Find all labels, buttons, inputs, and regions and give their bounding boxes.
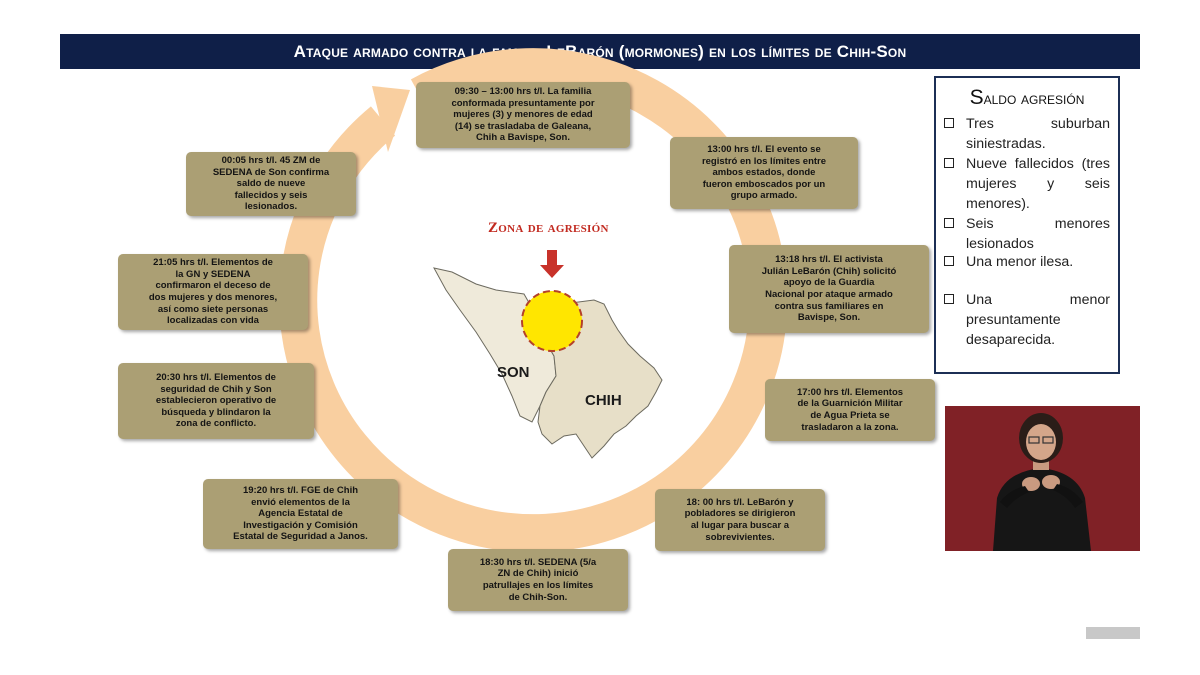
state-map xyxy=(428,246,668,462)
event-box-1300: 13:00 hrs t/l. El evento se registró en los límites entre ambos estados, donde fueron emboscados por un grupo armado. xyxy=(670,137,858,209)
event-box-2105: 21:05 hrs t/l. Elementos de la GN y SEDENA confirmaron el deceso de dos mujeres y dos menores, así como siete personas localizadas con vida xyxy=(118,254,308,330)
checkbox-icon xyxy=(944,218,954,228)
chih-label: CHIH xyxy=(585,392,622,409)
checkbox-icon xyxy=(944,158,954,168)
event-box-1700: 17:00 hrs t/l. Elementos de la Guarnición Militar de Agua Prieta se trasladaron a la zona. xyxy=(765,379,935,441)
zone-label: Zona de agresión xyxy=(488,220,609,236)
checkbox-icon xyxy=(944,294,954,304)
event-box-0930: 09:30 – 13:00 hrs t/l. La familia conformada presuntamente por mujeres (3) y menores de edad (14) se trasladaba de Galeana, Chih a Bavispe, Son. xyxy=(416,82,630,148)
event-box-2030: 20:30 hrs t/l. Elementos de seguridad de Chih y Son establecieron operativo de búsqueda y blindaron la zona de conflicto. xyxy=(118,363,314,439)
saldo-panel xyxy=(934,76,1120,374)
saldo-item: Tres suburban siniestradas. xyxy=(944,114,1110,154)
checkbox-icon xyxy=(944,118,954,128)
page-title: Ataque armado contra la familia LeBarón (mormones) en los límites de Chih-Son xyxy=(60,34,1140,69)
son-label: SON xyxy=(497,364,530,381)
arrow-down-icon xyxy=(540,250,564,278)
event-box-1318: 13:18 hrs t/l. El activista Julián LeBarón (Chih) solicitó apoyo de la Guardia Nacional por ataque armado contra sus familiares en Bavispe, Son. xyxy=(729,245,929,333)
saldo-item: Una menor ilesa. xyxy=(944,252,1110,272)
saldo-item: Nueve fallecidos (tres mujeres y seis menores). xyxy=(944,154,1110,214)
interpreter-figure xyxy=(945,406,1140,551)
attack-zone-circle xyxy=(522,291,582,351)
slide-number-tag xyxy=(1086,627,1140,639)
saldo-title: Saldo agresión xyxy=(969,86,1085,109)
event-box-1920: 19:20 hrs t/l. FGE de Chih envió elementos de la Agencia Estatal de Investigación y Comisión Estatal de Seguridad a Janos. xyxy=(203,479,398,549)
event-box-1830: 18:30 hrs t/l. SEDENA (5/a ZN de Chih) inició patrullajes en los límites de Chih-Son. xyxy=(448,549,628,611)
saldo-item: Seis menores lesionados xyxy=(944,214,1110,254)
checkbox-icon xyxy=(944,256,954,266)
saldo-item: Una menor presuntamente desaparecida. xyxy=(944,290,1110,350)
event-box-0005: 00:05 hrs t/l. 45 ZM de SEDENA de Son confirma saldo de nueve fallecidos y seis lesionados. xyxy=(186,152,356,216)
event-box-1800: 18: 00 hrs t/l. LeBarón y pobladores se dirigieron al lugar para buscar a sobrevivientes. xyxy=(655,489,825,551)
interpreter-video xyxy=(945,406,1140,551)
